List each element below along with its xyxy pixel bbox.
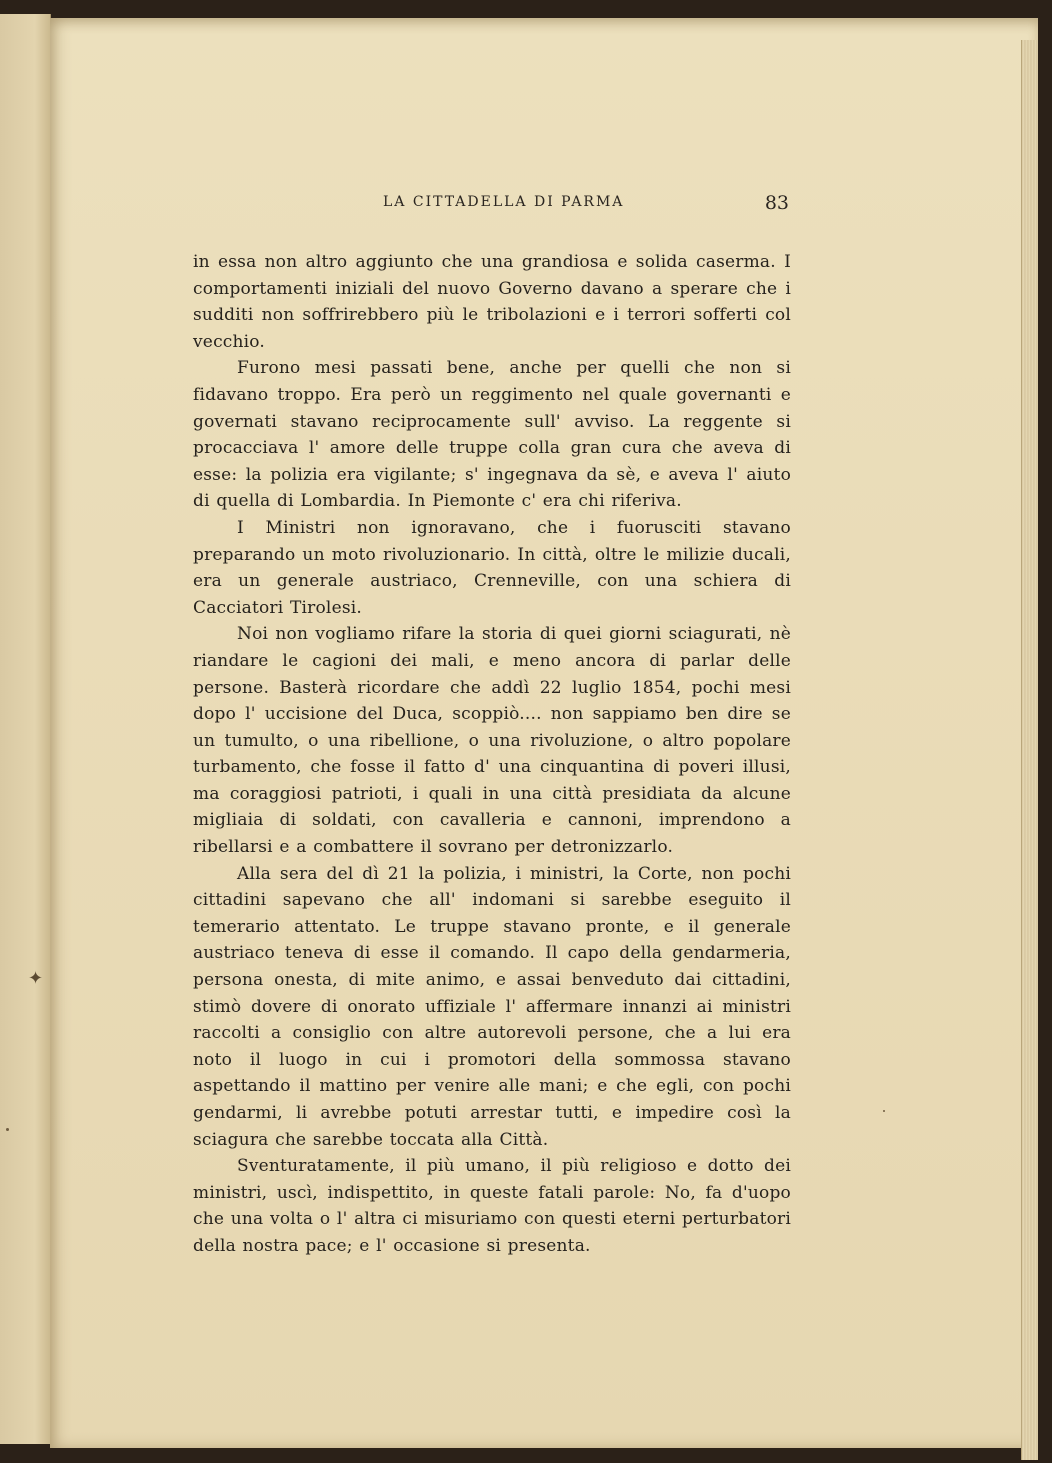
- page-number: 83: [764, 192, 789, 214]
- paragraph: I Ministri non ignoravano, che i fuorusciti stavano preparando un moto rivoluzionario. In città, oltre le milizie ducali, era un generale austriaco, Crenneville, con una schiera di Cacciatori Tirolesi.: [193, 517, 791, 618]
- margin-ornament-icon: ✦: [28, 968, 44, 989]
- page-stack-edge: [1021, 40, 1038, 1460]
- paragraph-continuation: in essa non altro aggiunto che una grandiosa e solida caserma. I comportamenti iniziali del nuovo Governo davano a sperare che i sudditi non soffrirebbero più le tribolazioni e i terrori sofferti col vecchio.: [193, 252, 791, 352]
- paper-speck: [6, 1128, 9, 1131]
- paragraph: Noi non vogliamo rifare la storia di quei giorni sciagurati, nè riandare le cagioni dei mali, e meno ancora di parlar delle persone. Basterà ricordare che addì 22 luglio 1854, pochi mesi dopo l' uccisione del Duca, scoppiò.... non sappiamo ben dire se un tumulto, o una ribellione, o una rivoluzione, o altro popolare turbamento, che fosse il fatto d' una cinquantina di poveri illusi, ma coraggiosi patrioti, i quali in una città presidiata da alcune migliaia di soldati, con cavalleria e cannoni, imprendono a ribellarsi e a combattere il sovrano per detronizzarlo.: [193, 624, 791, 858]
- paragraph: Sventuratamente, il più umano, il più religioso e dotto dei ministri, uscì, indispettito, in queste fatali parole: No, fa d'uopo che una volta o l' altra ci misuriamo con questi eterni perturbatori della nostra pace; e l' occasione si presenta.: [193, 1156, 791, 1256]
- paragraph: Alla sera del dì 21 la polizia, i ministri, la Corte, non pochi cittadini sapevano che all' indomani si sarebbe eseguito il temerario attentato. Le truppe stavano pronte, e il generale austriaco teneva di esse il comando. Il capo della gendarmeria, persona onesta, di mite animo, e assai benveduto dai cittadini, stimò dovere di onorato uffiziale l' affermare innanzi ai ministri raccolti a consiglio con altre autorevoli persone, che a lui era noto il luogo in cui i promotori della sommossa stavano aspettando il mattino per venire alle mani; e che egli, con pochi gendarmi, li avrebbe potuti arrestar tutti, e impedire così la sciagura che sarebbe toccata alla Città.: [193, 863, 791, 1150]
- paper-speck: [883, 1110, 885, 1112]
- body-text: [193, 249, 791, 1260]
- running-title: LA CITTADELLA DI PARMA: [383, 194, 625, 210]
- facing-page-edge: [0, 14, 51, 1444]
- running-header: [193, 192, 793, 216]
- paragraph: Furono mesi passati bene, anche per quelli che non si fidavano troppo. Era però un reggimento nel quale governanti e governati stavano reciprocamente sull' avviso. La reggente si procacciava l' amore delle truppe colla gran cura che aveva di esse: la polizia era vigilante; s' ingegnava da sè, e aveva l' aiuto di quella di Lombardia. In Piemonte c' era chi riferiva.: [193, 358, 791, 512]
